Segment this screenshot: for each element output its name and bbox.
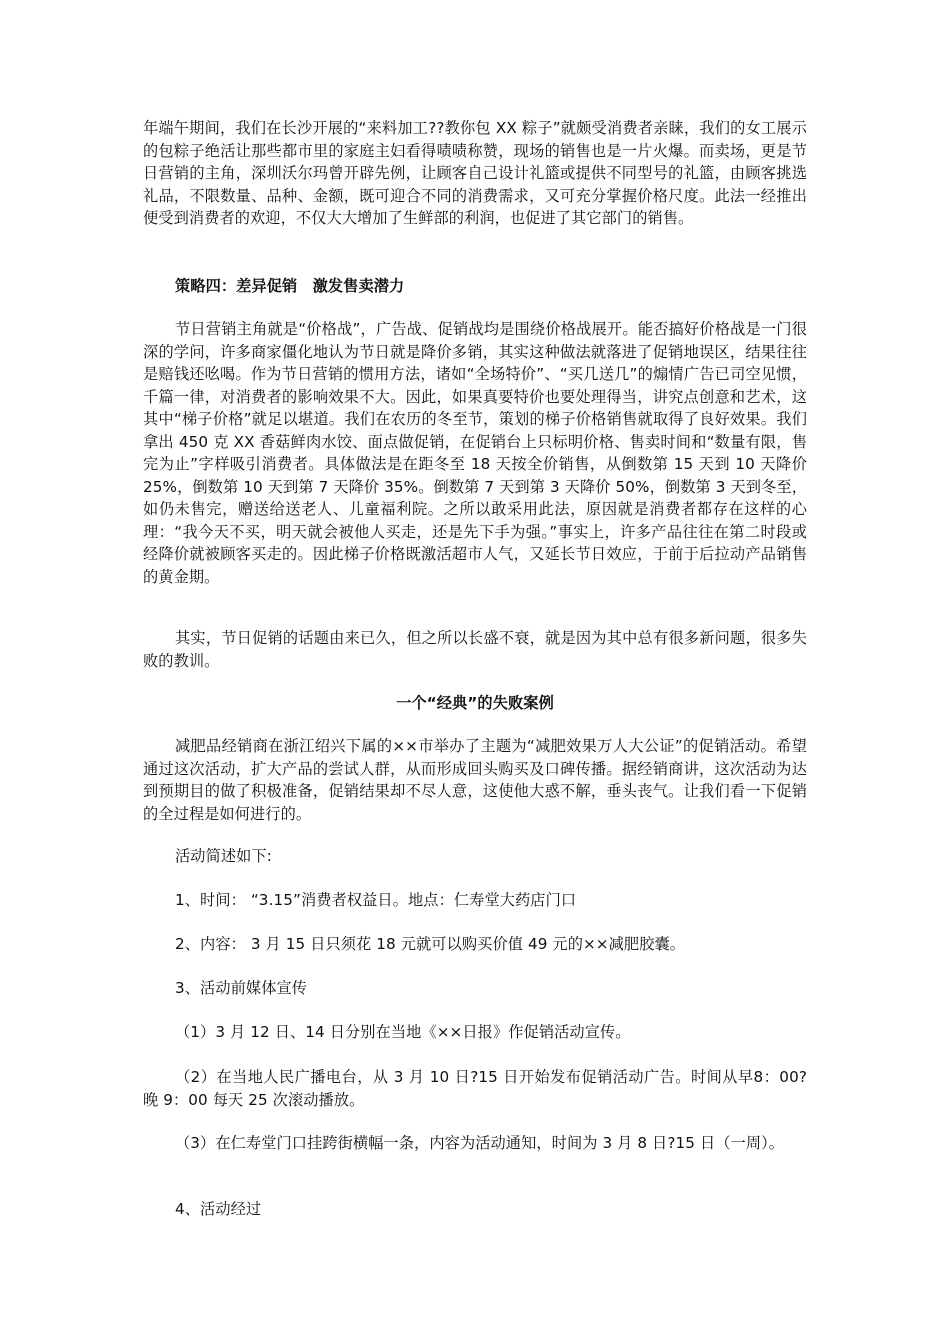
case-title: 一个“经典”的失败案例 [396, 694, 554, 712]
list-item-time-location: 1、时间： “3.15”消费者权益日。地点：仁寿堂大药店门口 [175, 891, 577, 909]
list-item-activity-process: 4、活动经过 [175, 1200, 262, 1218]
paragraph-holiday-promotion-topic: 其实，节日促销的话题由来已久，但之所以长盛不衰，就是因为其中总有很多新问题，很多失败的教训。 [143, 629, 807, 670]
paragraph-weight-loss-case: 减肥品经销商在浙江绍兴下属的××市举办了主题为“减肥效果万人大公证”的促销活动。希望通过这次活动，扩大产品的尝试人群，从而形成回头购买及口碑传播。据经销商讲，这次活动为达到预期目的做了积极准备，促销结果却不尽人意，这使他大惑不解，垂头丧气。让我们看一下促销的全过程是如何进行的。 [143, 737, 807, 823]
list-item-media-promo: 3、活动前媒体宣传 [175, 979, 308, 997]
paragraph-price-war: 节日营销主角就是“价格战”，广告战、促销战均是围绕价格战展开。能否搞好价格战是一门很深的学问，许多商家僵化地认为节日就是降价多销，其实这种做法就落进了促销地误区，结果往往是赔钱还吆喝。作为节日营销的惯用方法，诸如“全场特价”、“买几送几”的煽情广告已司空见惯，千篇一律，对消费者的影响效果不大。因此，如果真要特价也要处理得当，讲究点创意和艺术，这其中“梯子价格”就足以堪道。我们在农历的冬至节，策划的梯子价格销售就取得了良好效果。我们拿出 450 克 XX 香菇鲜肉水饺、面点做促销，在促销台上只标明价格、售卖时间和“数量有限，售完为止”字样吸引消费者。具体做法是在距冬至 18 天按全价销售，从倒数第 15 天到 10 天降价 25%，倒数第 10 天到第 7 天降价 35%。倒数第 7 天到第 3 天降价 50%，倒数第 3 天到冬至，如仍未售完，赠送给送老人、儿童福利院。之所以敢采用此法，原因就是消费者都存在这样的心理：“我今天不买，明天就会被他人买走，还是先下手为强。”事实上，许多产品往往在第二时段或经降价就被顾客买走的。因此梯子价格既激活超市人气，又延长节日效应，于前于后拉动产品销售的黄金期。 [143, 320, 807, 586]
sub-item-banner: （3）在仁寿堂门口挂跨街横幅一条，内容为活动通知，时间为 3 月 8 日?15 日（一周）。 [175, 1134, 785, 1152]
sub-item-newspaper: （1）3 月 12 日、14 日分别在当地《××日报》作促销活动宣传。 [175, 1023, 631, 1041]
activity-summary-label: 活动简述如下: [175, 847, 272, 865]
paragraph-dragon-boat-promo: 年端午期间，我们在长沙开展的“来料加工??教你包 XX 粽子”就颇受消费者亲睐，我们的女工展示的包粽子绝活让那些都市里的家庭主妇看得啧啧称赞，现场的销售也是一片火爆。而卖场，更是节日营销的主角，深圳沃尔玛曾开辟先例，让顾客自己设计礼篮或提供不同型号的礼篮，由顾客挑选礼品，不限数量、品种、金额，既可迎合不同的消费需求，又可充分掌握价格尺度。此法一经推出便受到消费者的欢迎，不仅大大增加了生鲜部的利润，也促进了其它部门的销售。 [143, 119, 807, 227]
section-heading-strategy-four: 策略四：差异促销 激发售卖潜力 [175, 277, 405, 295]
list-item-content: 2、内容： 3 月 15 日只须花 18 元就可以购买价值 49 元的××减肥胶囊。 [175, 935, 686, 953]
sub-item-radio: （2）在当地人民广播电台，从 3 月 10 日?15 日开始发布促销活动广告。时间从早8：00?晚 9：00 每天 25 次滚动播放。 [143, 1068, 807, 1109]
